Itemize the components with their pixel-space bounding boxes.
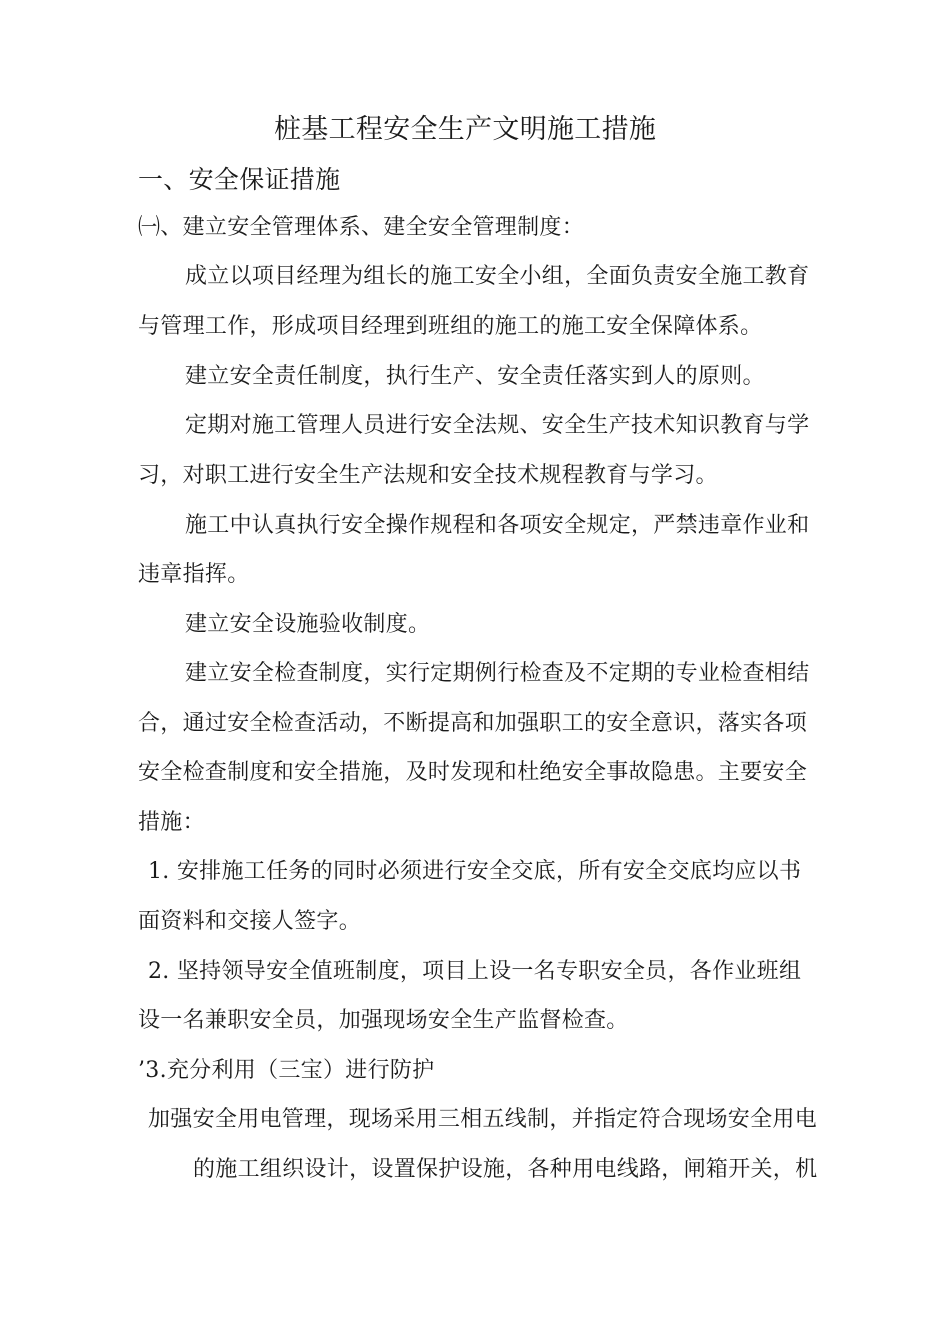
page-title: 桩基工程安全生产文明施工措施 [274, 114, 657, 145]
section-heading: 一、安全保证措施 [138, 165, 341, 194]
list-item-continuation: 面资料和交接人签字。 [138, 909, 362, 934]
paragraph-line: 定期对施工管理人员进行安全法规、安全生产技术知识教育与学 [185, 413, 810, 438]
paragraph-line: 施工中认真执行安全操作规程和各项安全规定，严禁违章作业和 [185, 513, 810, 538]
paragraph-line: 与管理工作，形成项目经理到班组的施工的施工安全保障体系。 [138, 314, 763, 339]
list-item: 2. 坚持领导安全值班制度，项目上设一名专职安全员，各作业班组 [148, 959, 802, 984]
paragraph-line: 建立安全设施验收制度。 [185, 612, 431, 637]
paragraph-line: 违章指挥。 [138, 562, 250, 587]
list-item-continuation: 设一名兼职安全员，加强现场安全生产监督检查。 [138, 1008, 629, 1033]
paragraph-line: 加强安全用电管理，现场采用三相五线制，并指定符合现场安全用电 [148, 1107, 818, 1132]
paragraph-line: 措施： [138, 810, 205, 835]
paragraph-line: 习，对职工进行安全生产法规和安全技术规程教育与学习。 [138, 463, 718, 488]
list-item: 1. 安排施工任务的同时必须进行安全交底，所有安全交底均应以书 [148, 859, 802, 884]
list-item: ’3.充分利用（三宝）进行防护 [138, 1058, 435, 1083]
paragraph-line: 的施工组织设计，设置保护设施，各种用电线路，闸箱开关，机 [193, 1157, 818, 1182]
paragraph-line: 成立以项目经理为组长的施工安全小组，全面负责安全施工教育 [185, 264, 810, 289]
paragraph-line: 建立安全责任制度，执行生产、安全责任落实到人的原则。 [185, 364, 765, 389]
subsection-heading: ㈠、建立安全管理体系、建全安全管理制度： [138, 215, 585, 240]
paragraph-line: 安全检查制度和安全措施，及时发现和杜绝安全事故隐患。主要安全 [138, 760, 808, 785]
paragraph-line: 合，通过安全检查活动，不断提高和加强职工的安全意识，落实各项 [138, 711, 808, 736]
paragraph-line: 建立安全检查制度，实行定期例行检查及不定期的专业检查相结 [185, 661, 810, 686]
